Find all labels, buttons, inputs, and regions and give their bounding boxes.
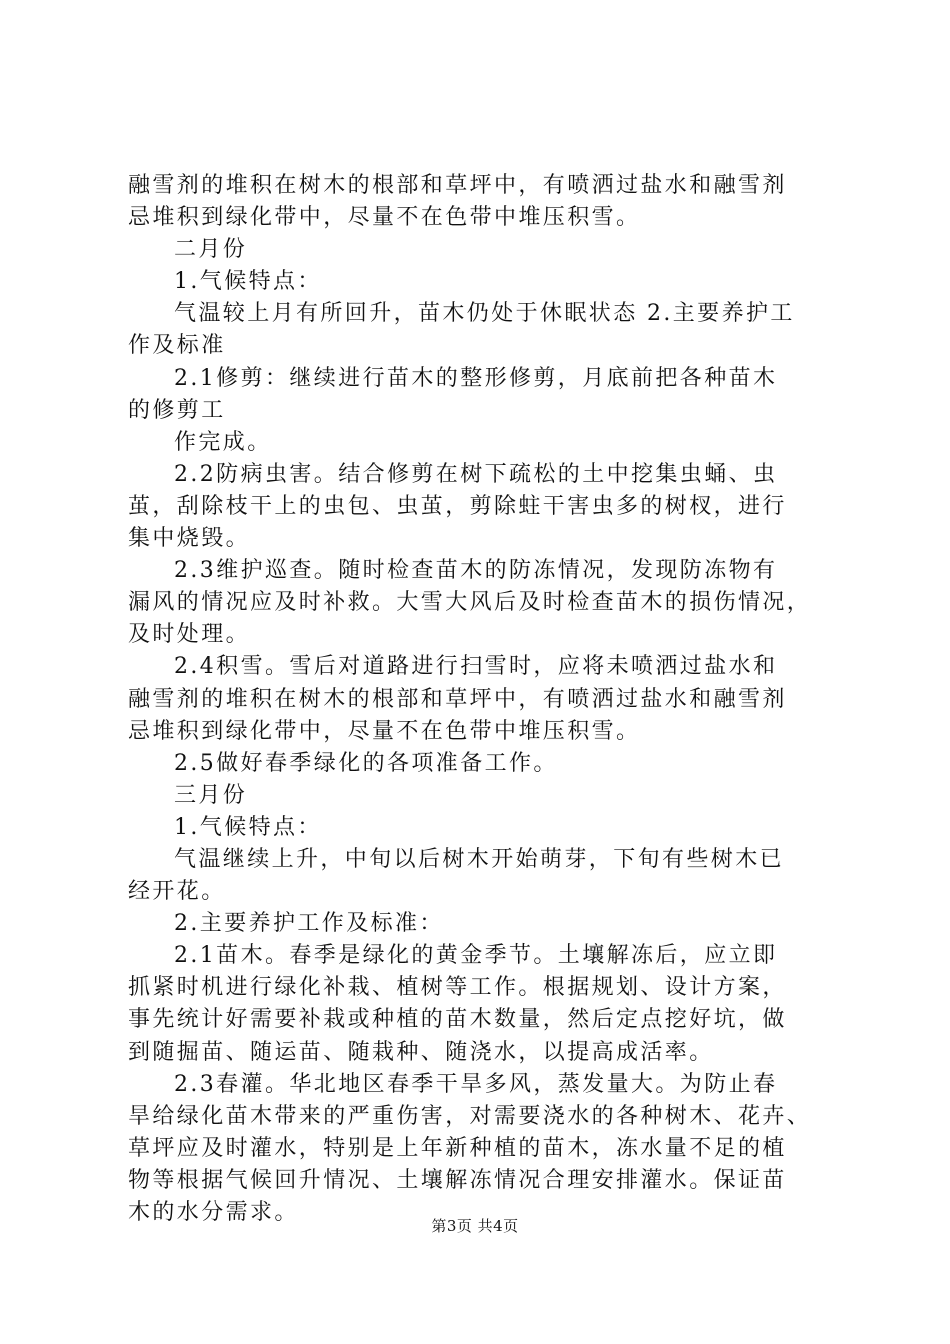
- text-line: 2.1苗木。春季是绿化的黄金季节。土壤解冻后，应立即: [174, 943, 778, 969]
- text-line: 气温较上月有所回升，苗木仍处于休眠状态 2.主要养护工: [174, 301, 795, 327]
- text-line: 2.4积雪。雪后对道路进行扫雪时，应将未喷洒过盐水和: [174, 654, 778, 680]
- text-line: 2.3维护巡查。随时检查苗木的防冻情况，发现防冻物有: [174, 558, 778, 584]
- page-footer: 第3页 共4页: [431, 1217, 519, 1235]
- text-line: 漏风的情况应及时补救。大雪大风后及时检查苗木的损伤情况，: [128, 590, 812, 616]
- page-body: [128, 170, 828, 1229]
- text-line: 抓紧时机进行绿化补栽、植树等工作。根据规划、设计方案，: [128, 975, 787, 1001]
- text-line: 2.主要养护工作及标准：: [174, 911, 444, 937]
- text-line: 作完成。: [174, 429, 272, 455]
- text-line: 到随掘苗、随运苗、随栽种、随浇水，以提高成活率。: [128, 1039, 714, 1065]
- text-line: 作及标准: [128, 333, 226, 359]
- text-line: 事先统计好需要补栽或种植的苗木数量，然后定点挖好坑，做: [128, 1007, 787, 1033]
- text-line: 融雪剂的堆积在树木的根部和草坪中，有喷洒过盐水和融雪剂: [128, 173, 787, 198]
- text-line: 忌堆积到绿化带中，尽量不在色带中堆压积雪。: [128, 718, 641, 744]
- text-line: 旱给绿化苗木带来的严重伤害，对需要浇水的各种树木、花卉、: [128, 1103, 812, 1129]
- text-line: 及时处理。: [128, 622, 251, 648]
- text-line: 融雪剂的堆积在树木的根部和草坪中，有喷洒过盐水和融雪剂: [128, 686, 787, 712]
- text-line: 草坪应及时灌水，特别是上年新种植的苗木，冻水量不足的植: [128, 1135, 787, 1161]
- text-line: 的修剪工: [128, 397, 226, 423]
- text-line: 集中烧毁。: [128, 526, 251, 552]
- text-line: 二月份: [174, 237, 248, 263]
- text-line: 木的水分需求。: [128, 1200, 299, 1225]
- text-line: 2.3春灌。华北地区春季干旱多风，蒸发量大。为防止春: [174, 1071, 778, 1097]
- text-line: 气温继续上升，中旬以后树木开始萌芽，下旬有些树木已: [174, 846, 785, 872]
- text-line: 经开花。: [128, 879, 226, 905]
- text-line: 2.1修剪：继续进行苗木的整形修剪，月底前把各种苗木: [174, 365, 778, 391]
- text-line: 三月份: [174, 782, 248, 808]
- text-line: 茧，刮除枝干上的虫包、虫茧，剪除蛀干害虫多的树杈，进行: [128, 493, 787, 519]
- text-line: 1.气候特点：: [174, 814, 322, 840]
- text-line: 1.气候特点：: [174, 269, 322, 295]
- text-line: 物等根据气候回升情况、土壤解冻情况合理安排灌水。保证苗: [128, 1167, 787, 1193]
- text-line: 2.5做好春季绿化的各项准备工作。: [174, 750, 558, 776]
- text-line: 2.2防病虫害。结合修剪在树下疏松的土中挖集虫蛹、虫: [174, 461, 778, 487]
- text-line: 忌堆积到绿化带中，尽量不在色带中堆压积雪。: [128, 205, 641, 231]
